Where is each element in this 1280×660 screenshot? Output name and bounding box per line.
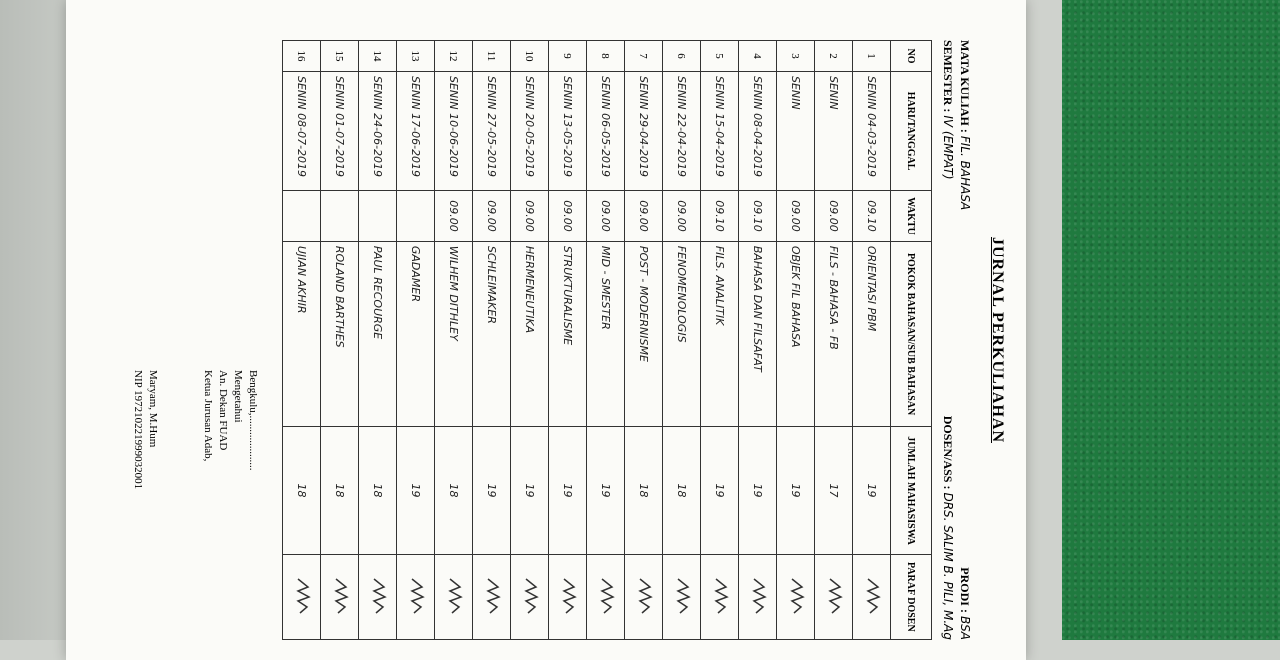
mata-kuliah-value: FIL. BAHASA (958, 135, 972, 211)
cell-count: 19 (587, 427, 625, 554)
prodi: PRODI : BSA (958, 567, 972, 640)
signature-mark (663, 554, 701, 639)
signature-mark (853, 554, 891, 639)
table-row (359, 41, 397, 640)
cell-no: 7 (625, 41, 663, 72)
table-row (435, 41, 473, 640)
cell-topic: PAUL RECOURGE (359, 241, 397, 426)
cell-time: 09.00 (511, 191, 549, 242)
cell-no: 11 (473, 41, 511, 72)
footer-name: Maryam, M.Hum (147, 370, 159, 448)
cell-no: 8 (587, 41, 625, 72)
semester-label: SEMESTER (941, 40, 955, 106)
signature-mark (283, 554, 321, 639)
cell-no: 12 (435, 41, 473, 72)
cell-day: SENIN (815, 72, 853, 191)
mata-kuliah: MATA KULIAH : FIL. BAHASA (958, 40, 972, 211)
document-title: JURNAL PERKULIAHAN (989, 236, 1006, 443)
signature-mark (587, 554, 625, 639)
meta-row-1 (957, 40, 972, 640)
cell-topic: STRUKTURALISME (549, 241, 587, 426)
signature-mark (359, 554, 397, 639)
header-day: HARI/TANGGAL (891, 72, 932, 191)
green-carpet-background (1062, 0, 1280, 640)
signature-mark (739, 554, 777, 639)
cell-day: SENIN 15-04-2019 (701, 72, 739, 191)
cell-count: 18 (321, 427, 359, 554)
cell-topic: WILHEM DITHLEY (435, 241, 473, 426)
signature-mark (511, 554, 549, 639)
cell-time (321, 191, 359, 242)
signature-mark (473, 554, 511, 639)
cell-count: 19 (397, 427, 435, 554)
cell-day: SENIN (777, 72, 815, 191)
cell-day: SENIN 06-05-2019 (587, 72, 625, 191)
cell-topic: ROLAND BARTHES (321, 241, 359, 426)
table-row (739, 41, 777, 640)
cell-time: 09.10 (739, 191, 777, 242)
dosen-value: DRS. SALIM B. PILI, M.Ag (941, 492, 955, 640)
cell-topic: FILS. ANALITIK (701, 241, 739, 426)
cell-count: 19 (549, 427, 587, 554)
cell-no: 13 (397, 41, 435, 72)
cell-count: 19 (739, 427, 777, 554)
footer-nip: NIP 197210221999032001 (132, 370, 144, 490)
cell-no: 10 (511, 41, 549, 72)
cell-day: SENIN 17-06-2019 (397, 72, 435, 191)
signature-mark (701, 554, 739, 639)
header-time: WAKTU (891, 191, 932, 242)
footer-block (130, 370, 260, 640)
footer-line1: Mengetahui (232, 370, 244, 423)
cell-time (397, 191, 435, 242)
table-row (815, 41, 853, 640)
table-row (549, 41, 587, 640)
footer-line2: An. Dekan FUAD (217, 370, 229, 451)
table-row (701, 41, 739, 640)
table-row (473, 41, 511, 640)
cell-day: SENIN 08-04-2019 (739, 72, 777, 191)
signature-mark (321, 554, 359, 639)
cell-time: 09.00 (587, 191, 625, 242)
cell-count: 19 (853, 427, 891, 554)
semester: SEMESTER : IV (EMPAT) (941, 40, 955, 180)
cell-time: 09.00 (663, 191, 701, 242)
cell-topic: MID - SMESTER (587, 241, 625, 426)
cell-time: 09.00 (549, 191, 587, 242)
table-row (511, 41, 549, 640)
cell-count: 19 (473, 427, 511, 554)
signature-space (160, 370, 200, 640)
cell-time (359, 191, 397, 242)
cell-topic: FENOMENOLOGIS (663, 241, 701, 426)
table-row (283, 41, 321, 640)
cell-day: SENIN 13-05-2019 (549, 72, 587, 191)
table-row (853, 41, 891, 640)
cell-day: SENIN 20-05-2019 (511, 72, 549, 191)
cell-topic: HERMENEUTIKA (511, 241, 549, 426)
cell-topic: SCHLEIMAKER (473, 241, 511, 426)
mata-kuliah-label: MATA KULIAH (958, 40, 972, 126)
cell-count: 19 (777, 427, 815, 554)
prodi-label: PRODI (958, 567, 972, 606)
signature-mark (625, 554, 663, 639)
cell-day: SENIN 08-07-2019 (283, 72, 321, 191)
cell-count: 18 (625, 427, 663, 554)
cell-count: 19 (511, 427, 549, 554)
cell-day: SENIN 24-06-2019 (359, 72, 397, 191)
cell-no: 2 (815, 41, 853, 72)
cell-time: 09.00 (473, 191, 511, 242)
header-no: NO (891, 41, 932, 72)
signature-mark (435, 554, 473, 639)
cell-count: 18 (663, 427, 701, 554)
cell-day: SENIN 27-05-2019 (473, 72, 511, 191)
signature-mark (777, 554, 815, 639)
signature-mark (815, 554, 853, 639)
cell-no: 3 (777, 41, 815, 72)
table-body (283, 41, 891, 640)
cell-no: 5 (701, 41, 739, 72)
header-count: JUMLAH MAHASISWA (891, 427, 932, 554)
cell-time: 09.00 (625, 191, 663, 242)
signature-mark (397, 554, 435, 639)
header-topic: POKOK BAHASAN/SUB BAHASAN (891, 241, 932, 426)
dosen-label: DOSEN/ASS (941, 415, 955, 483)
header-signature: PARAF DOSEN (891, 554, 932, 639)
cell-day: SENIN 22-04-2019 (663, 72, 701, 191)
cell-topic: ORIENTASI PBM (853, 241, 891, 426)
cell-time: 09.10 (701, 191, 739, 242)
cell-day: SENIN 01-07-2019 (321, 72, 359, 191)
table-row (777, 41, 815, 640)
cell-time: 09.00 (435, 191, 473, 242)
cell-topic: OBJEK FIL BAHASA (777, 241, 815, 426)
cell-no: 16 (283, 41, 321, 72)
cell-count: 18 (359, 427, 397, 554)
prodi-value: BSA (958, 615, 972, 640)
semester-value: IV (EMPAT) (941, 115, 955, 180)
cell-day: SENIN 10-06-2019 (435, 72, 473, 191)
table-row (625, 41, 663, 640)
signature-mark (549, 554, 587, 639)
meta-row-2 (940, 40, 955, 640)
cell-time: 09.10 (853, 191, 891, 242)
cell-count: 18 (283, 427, 321, 554)
cell-time: 09.00 (815, 191, 853, 242)
paper-content (130, 40, 1006, 640)
cell-count: 18 (435, 427, 473, 554)
dosen: DOSEN/ASS : DRS. SALIM B. PILI, M.Ag (941, 415, 955, 640)
cell-no: 6 (663, 41, 701, 72)
cell-day: SENIN 04-03-2019 (853, 72, 891, 191)
cell-topic: FILS - BAHASA - FB (815, 241, 853, 426)
cell-time (283, 191, 321, 242)
cell-topic: BAHASA DAN FILSAFAT (739, 241, 777, 426)
table-row (587, 41, 625, 640)
footer-line3: Ketua Jurusan Adab, (202, 370, 214, 462)
cell-count: 19 (701, 427, 739, 554)
journal-paper (66, 0, 1026, 660)
cell-no: 9 (549, 41, 587, 72)
journal-table (282, 40, 932, 640)
cell-no: 1 (853, 41, 891, 72)
cell-no: 4 (739, 41, 777, 72)
table-row (321, 41, 359, 640)
table-row (663, 41, 701, 640)
cell-topic: POST - MODERNISME (625, 241, 663, 426)
cell-no: 15 (321, 41, 359, 72)
cell-count: 17 (815, 427, 853, 554)
footer-place: Bengkulu,.................... (247, 370, 259, 471)
cell-topic: UJIAN AKHIR (283, 241, 321, 426)
table-row (397, 41, 435, 640)
cell-no: 14 (359, 41, 397, 72)
cell-topic: GADAMER (397, 241, 435, 426)
cell-time: 09.00 (777, 191, 815, 242)
cell-day: SENIN 29-04-2019 (625, 72, 663, 191)
table-header-row (891, 41, 932, 640)
